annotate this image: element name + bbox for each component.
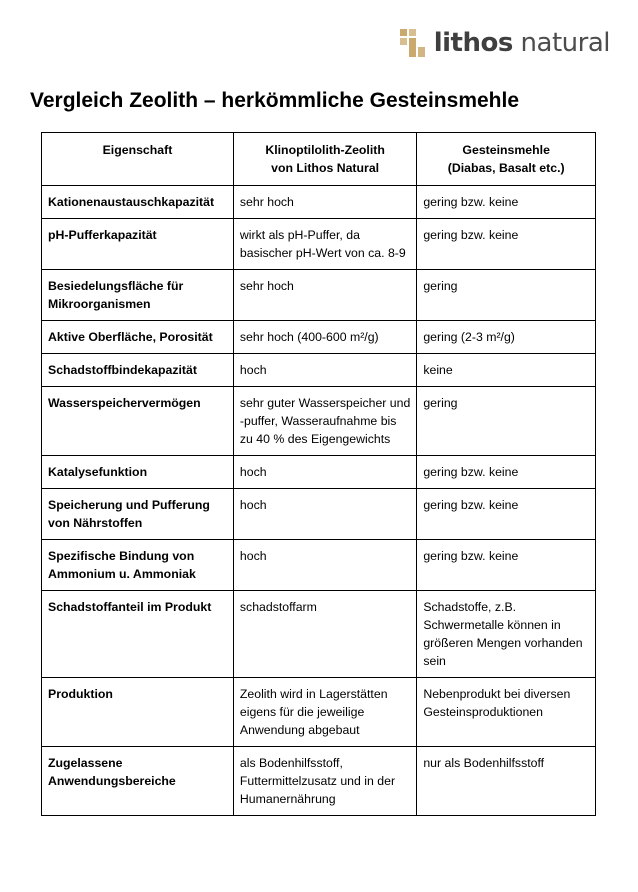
zeolith-cell: schadstoffarm bbox=[233, 591, 416, 678]
zeolith-cell: hoch bbox=[233, 540, 416, 591]
property-cell: Zugelassene Anwendungsbereiche bbox=[42, 747, 234, 816]
zeolith-cell: als Bodenhilfsstoff, Futtermittelzusatz und in der Humanernährung bbox=[233, 747, 416, 816]
comparison-table bbox=[41, 132, 596, 816]
zeolith-cell: sehr hoch bbox=[233, 270, 416, 321]
gesteinsmehle-cell: Schadstoffe, z.B. Schwermetalle können in größeren Mengen vorhanden sein bbox=[417, 591, 596, 678]
table-body bbox=[42, 186, 596, 816]
gesteinsmehle-cell: keine bbox=[417, 354, 596, 387]
table-row bbox=[42, 456, 596, 489]
gesteinsmehle-cell: gering bzw. keine bbox=[417, 219, 596, 270]
gesteinsmehle-cell: gering bzw. keine bbox=[417, 456, 596, 489]
table-row bbox=[42, 387, 596, 456]
table-row bbox=[42, 219, 596, 270]
gesteinsmehle-cell: gering bzw. keine bbox=[417, 186, 596, 219]
zeolith-cell: sehr hoch (400-600 m²/g) bbox=[233, 321, 416, 354]
property-cell: Besiedelungsfläche für Mikroorganismen bbox=[42, 270, 234, 321]
zeolith-cell: hoch bbox=[233, 456, 416, 489]
gesteinsmehle-cell: gering bbox=[417, 387, 596, 456]
table-row bbox=[42, 270, 596, 321]
table-row bbox=[42, 489, 596, 540]
property-cell: pH-Pufferkapazität bbox=[42, 219, 234, 270]
gesteinsmehle-cell: nur als Bodenhilfsstoff bbox=[417, 747, 596, 816]
property-cell: Schadstoffbindekapazität bbox=[42, 354, 234, 387]
property-cell: Aktive Oberfläche, Porosität bbox=[42, 321, 234, 354]
gesteinsmehle-cell: gering bbox=[417, 270, 596, 321]
property-cell: Produktion bbox=[42, 678, 234, 747]
table-header-row bbox=[42, 133, 596, 186]
table-row bbox=[42, 354, 596, 387]
column-header: Gesteinsmehle (Diabas, Basalt etc.) bbox=[417, 133, 596, 186]
zeolith-cell: sehr guter Wasserspeicher und -puffer, Wasseraufnahme bis zu 40 % des Eigengewichts bbox=[233, 387, 416, 456]
table-row bbox=[42, 678, 596, 747]
gesteinsmehle-cell: gering bzw. keine bbox=[417, 540, 596, 591]
table-row bbox=[42, 321, 596, 354]
zeolith-cell: hoch bbox=[233, 354, 416, 387]
property-cell: Speicherung und Pufferung von Nährstoffen bbox=[42, 489, 234, 540]
logo-mark-icon bbox=[400, 29, 428, 57]
gesteinsmehle-cell: gering bzw. keine bbox=[417, 489, 596, 540]
zeolith-cell: hoch bbox=[233, 489, 416, 540]
table-row bbox=[42, 186, 596, 219]
zeolith-cell: Zeolith wird in Lagerstätten eigens für die jeweilige Anwendung abgebaut bbox=[233, 678, 416, 747]
property-cell: Schadstoffanteil im Produkt bbox=[42, 591, 234, 678]
brand-wordmark: lithos natural bbox=[433, 28, 610, 58]
column-header: Klinoptilolith-Zeolith von Lithos Natural bbox=[233, 133, 416, 186]
page-title: Vergleich Zeolith – herkömmliche Gesteinsmehle bbox=[30, 89, 520, 112]
property-cell: Katalysefunktion bbox=[42, 456, 234, 489]
property-cell: Kationenaustauschkapazität bbox=[42, 186, 234, 219]
column-header: Eigenschaft bbox=[42, 133, 234, 186]
zeolith-cell: wirkt als pH-Puffer, da basischer pH-Wert von ca. 8-9 bbox=[233, 219, 416, 270]
gesteinsmehle-cell: Nebenprodukt bei diversen Gesteinsproduktionen bbox=[417, 678, 596, 747]
zeolith-cell: sehr hoch bbox=[233, 186, 416, 219]
property-cell: Spezifische Bindung von Ammonium u. Ammoniak bbox=[42, 540, 234, 591]
table-row bbox=[42, 591, 596, 678]
table-row bbox=[42, 540, 596, 591]
brand-logo bbox=[400, 28, 610, 58]
gesteinsmehle-cell: gering (2-3 m²/g) bbox=[417, 321, 596, 354]
property-cell: Wasserspeichervermögen bbox=[42, 387, 234, 456]
table-row bbox=[42, 747, 596, 816]
